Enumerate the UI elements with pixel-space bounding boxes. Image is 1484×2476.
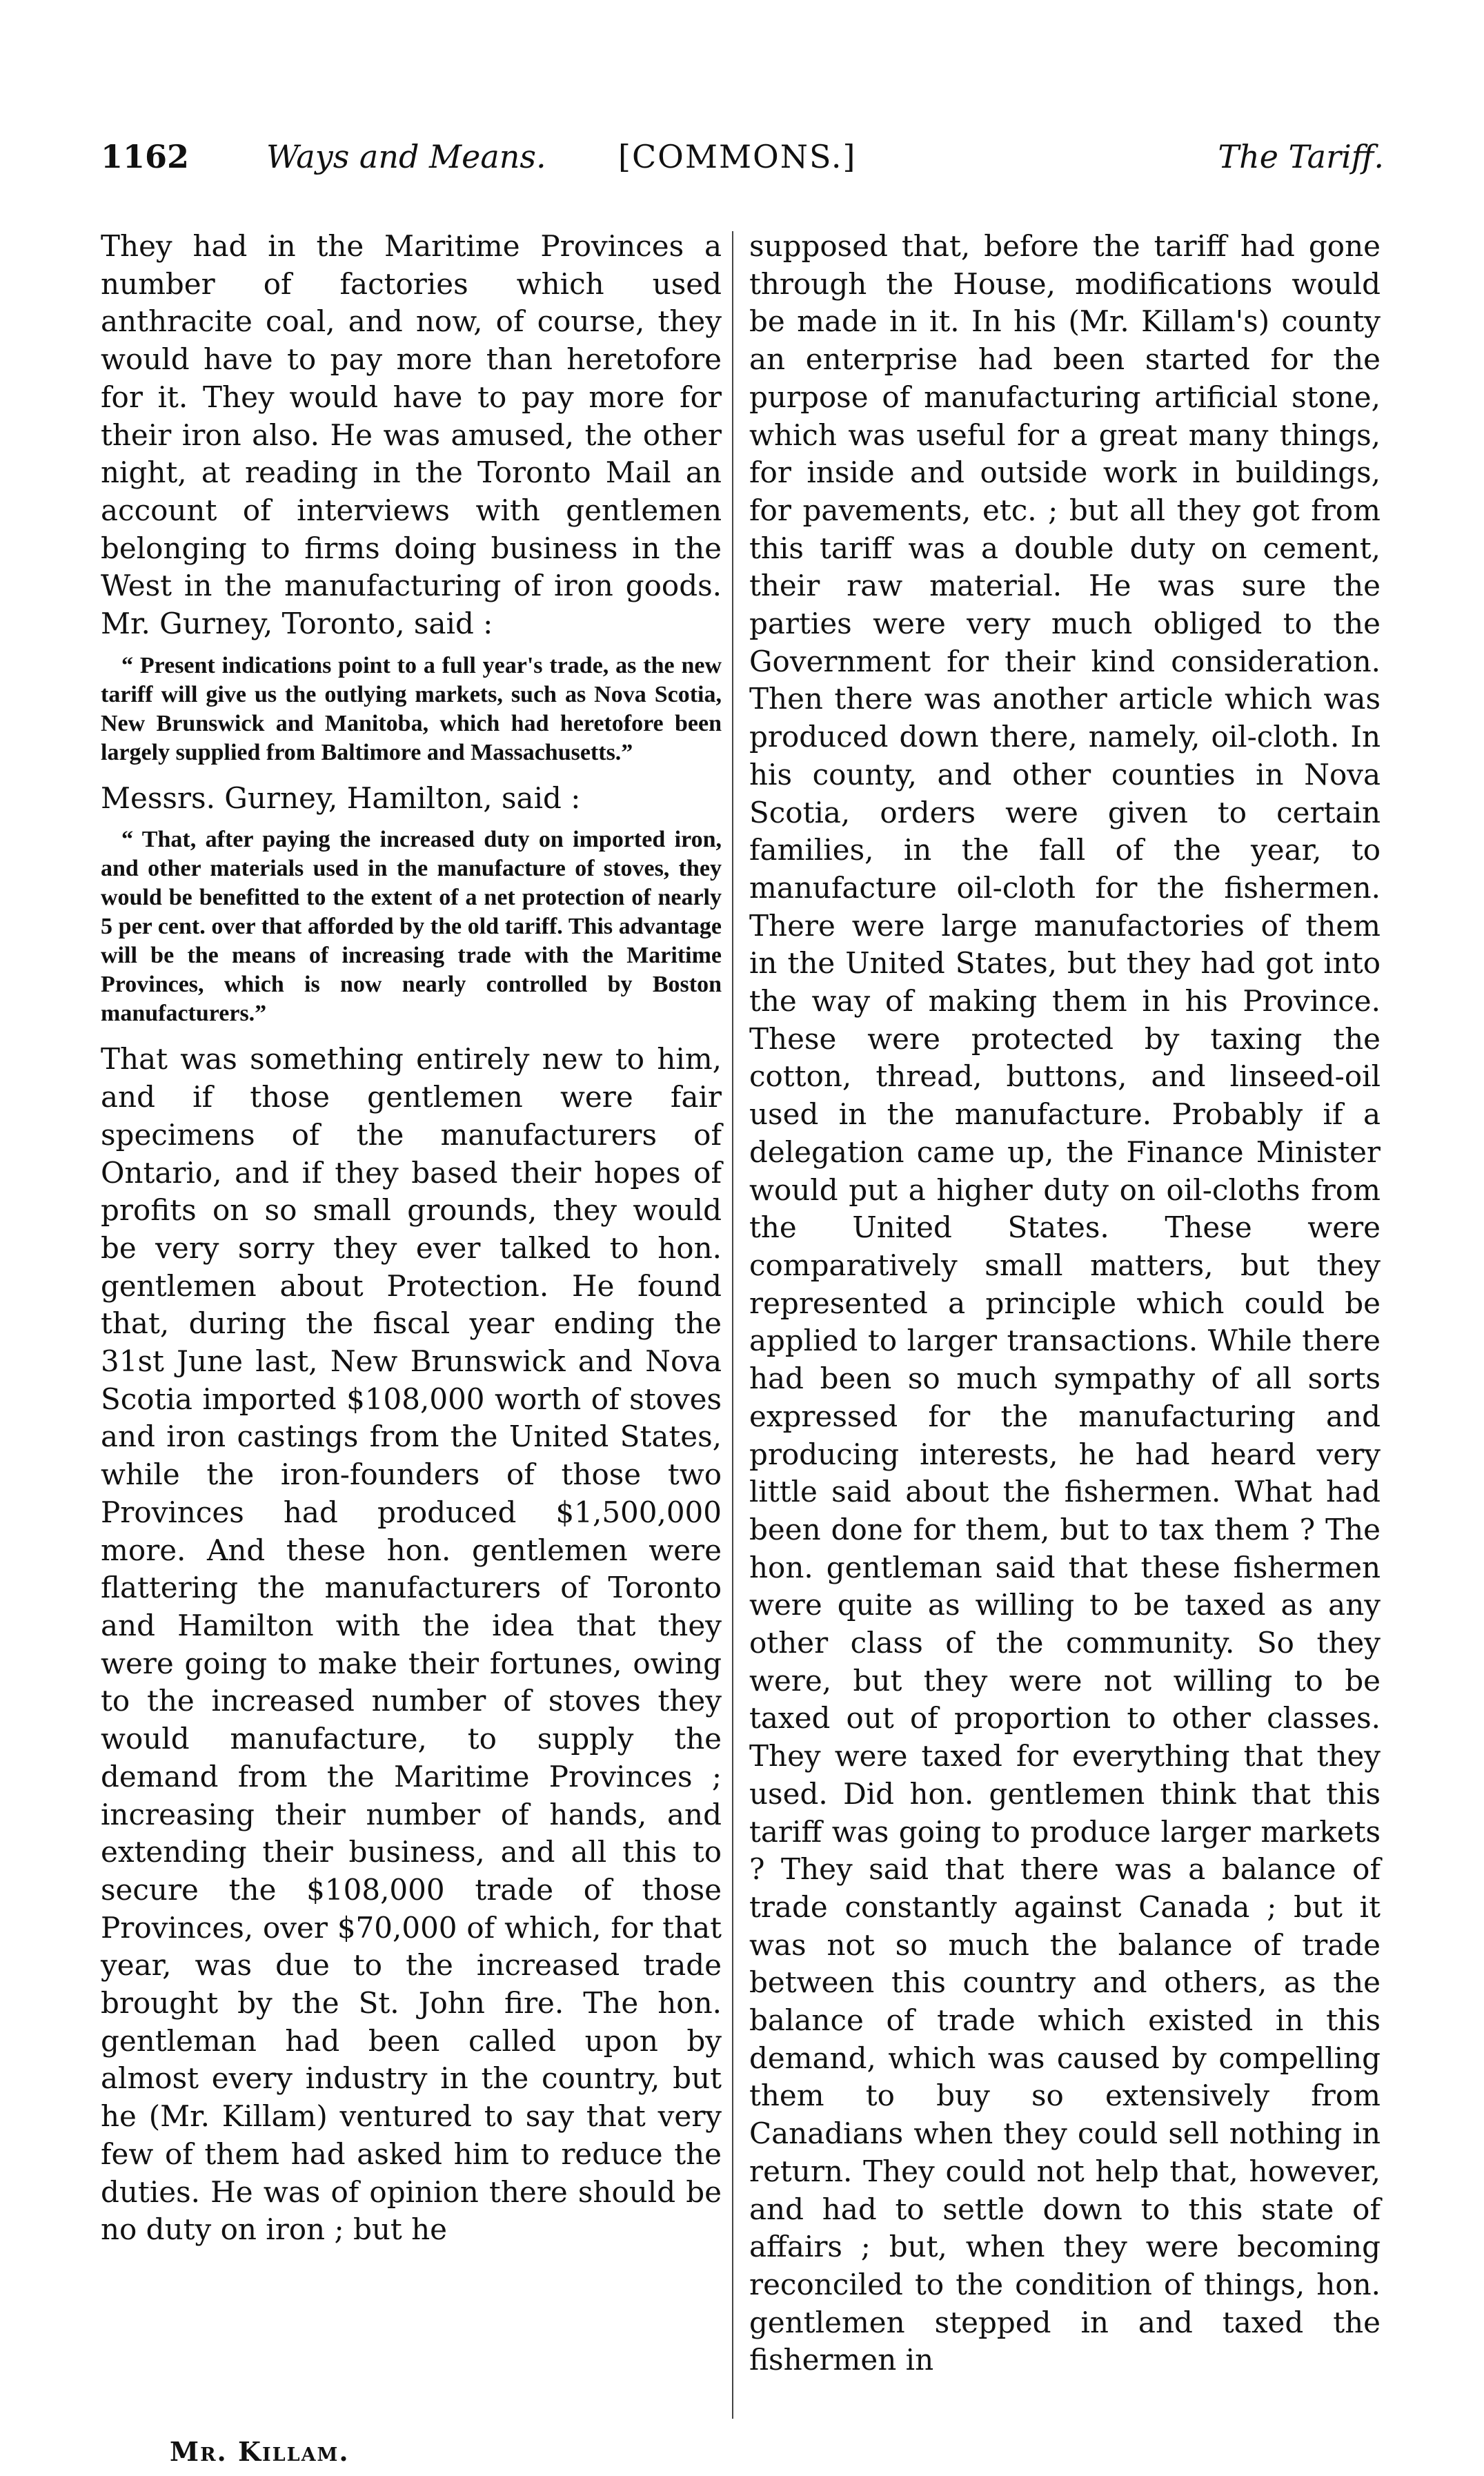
speaker-gurney-hamilton: Messrs. Gurney, Hamilton, said : [101,780,581,815]
right-paragraph-1: supposed that, before the tariff had gone through the House, modifications would be made in it. In his (Mr. Killam's) county an enterprise had been started for the purpose of manufacturing artificial stone, which was useful for a great many things, for inside and outside work in buildings, for pavements, etc. ; but all they got from this tariff was a double duty on cement, their raw material. He was sure the parties were very much obliged to the Government for their kind consideration. Then there was another article which was produced down there, namely, oil-cloth. In his county, and other counties in Nova Scotia, orders were given to certain families, in the fall of the year, to manufacture oil-cloth for the fishermen. There were large manufactories of them in the United States, but they had got into the way of making them in his Province. These were protected by taxing the cotton, thread, buttons, and linseed-oil used in the manufacture. Probably if a delegation came up, the Finance Minister would put a higher duty on oil-cloths from the United States. These were comparatively small matters, but they represented a principle which could be applied to larger transactions. While there had been so much sympathy of all sorts expressed for the manufacturing and producing interests, he had heard very little said about the fishermen. What had been done for them, but to tax them ? The hon. gentleman said that these fishermen were quite as willing to be taxed as any other class of the community. So they were, but they were not willing to be taxed out of proportion to other classes. They were taxed for everything that they used. Did hon. gentlemen think that this tariff was going to produce larger markets ? They said that there was a balance of trade constantly against Canada ; but it was not so much the balance of trade between this country and others, as the balance of trade which existed in this demand, which was caused by compelling them to buy so extensively from Canadians when they could sell nothing in return. They could not help that, however, and had to settle down to this state of affairs ; but, when they were becoming reconciled to the condition of things, hon. gentlemen stepped in and taxed the fishermen in [749,229,1381,2377]
footer-signature: Mr. Killam. [170,2436,350,2467]
page-number: 1162 [101,138,190,175]
header-left-title: Ways and Means. [266,138,546,175]
left-paragraph-1: They had in the Maritime Provinces a number of factories which used anthracite coal, and now, of course, they would have to pay more than heretofore for it. They would have to pay more for their iron also. He was amused, the other night, at reading in the Toronto Mail an account of interviews with gentlemen belonging to firms doing business in the West in the manufacturing of iron goods. Mr. Gurney, Toronto, said : [101,229,722,641]
left-paragraph-2: That was something entirely new to him, and if those gentlemen were fair specimens of the manufacturers of Ontario, and if they based their hopes of profits on so small grounds, they would be very sorry they ever talked to hon. gentlemen about Protection. He found that, during the fiscal year ending the 31st June last, New Brunswick and Nova Scotia imported $108,000 worth of stoves and iron castings from the United States, while the iron-founders of those two Provinces had produced $1,500,000 more. And these hon. gentlemen were flattering the manufacturers of Toronto and Hamilton with the idea that they were going to make their fortunes, owing to the increased number of stoves they would manufacture, to supply the demand from the Maritime Provinces ; increasing their number of hands, and extending their business, and all this to secure the $108,000 trade of those Provinces, over $70,000 of which, for that year, was due to the increased trade brought by the St. John fire. The hon. gentleman had been called upon by almost every industry in the country, but he (Mr. Killam) ventured to say that very few of them had asked him to reduce the duties. He was of opinion there should be no duty on iron ; but he [101,1042,722,2247]
header-right-title: The Tariff. [1218,138,1384,175]
left-column [101,228,722,2249]
quote-gurney-hamilton: “ That, after paying the increased duty on imported iron, and other materials used in the manufacture of stoves, they would be benefitted to the extent of a net protection of nearly 5 per cent. over that afforded by the old tariff. This advantage will be the means of increasing trade with the Maritime Provinces, which is now nearly controlled by Boston manufacturers.” [101,827,722,1027]
quote-gurney-toronto: “ Present indications point to a full year's trade, as the new tariff will give us the outlying markets, such as Nova Scotia, New Brunswick and Manitoba, which had heretofore been largely supplied from Baltimore and Massachusetts.” [101,652,722,765]
page-header [101,138,1384,193]
column-divider [732,231,733,2419]
document-page [101,138,1384,2467]
right-column [749,228,1381,2379]
header-center-title: [COMMONS.] [618,138,857,175]
